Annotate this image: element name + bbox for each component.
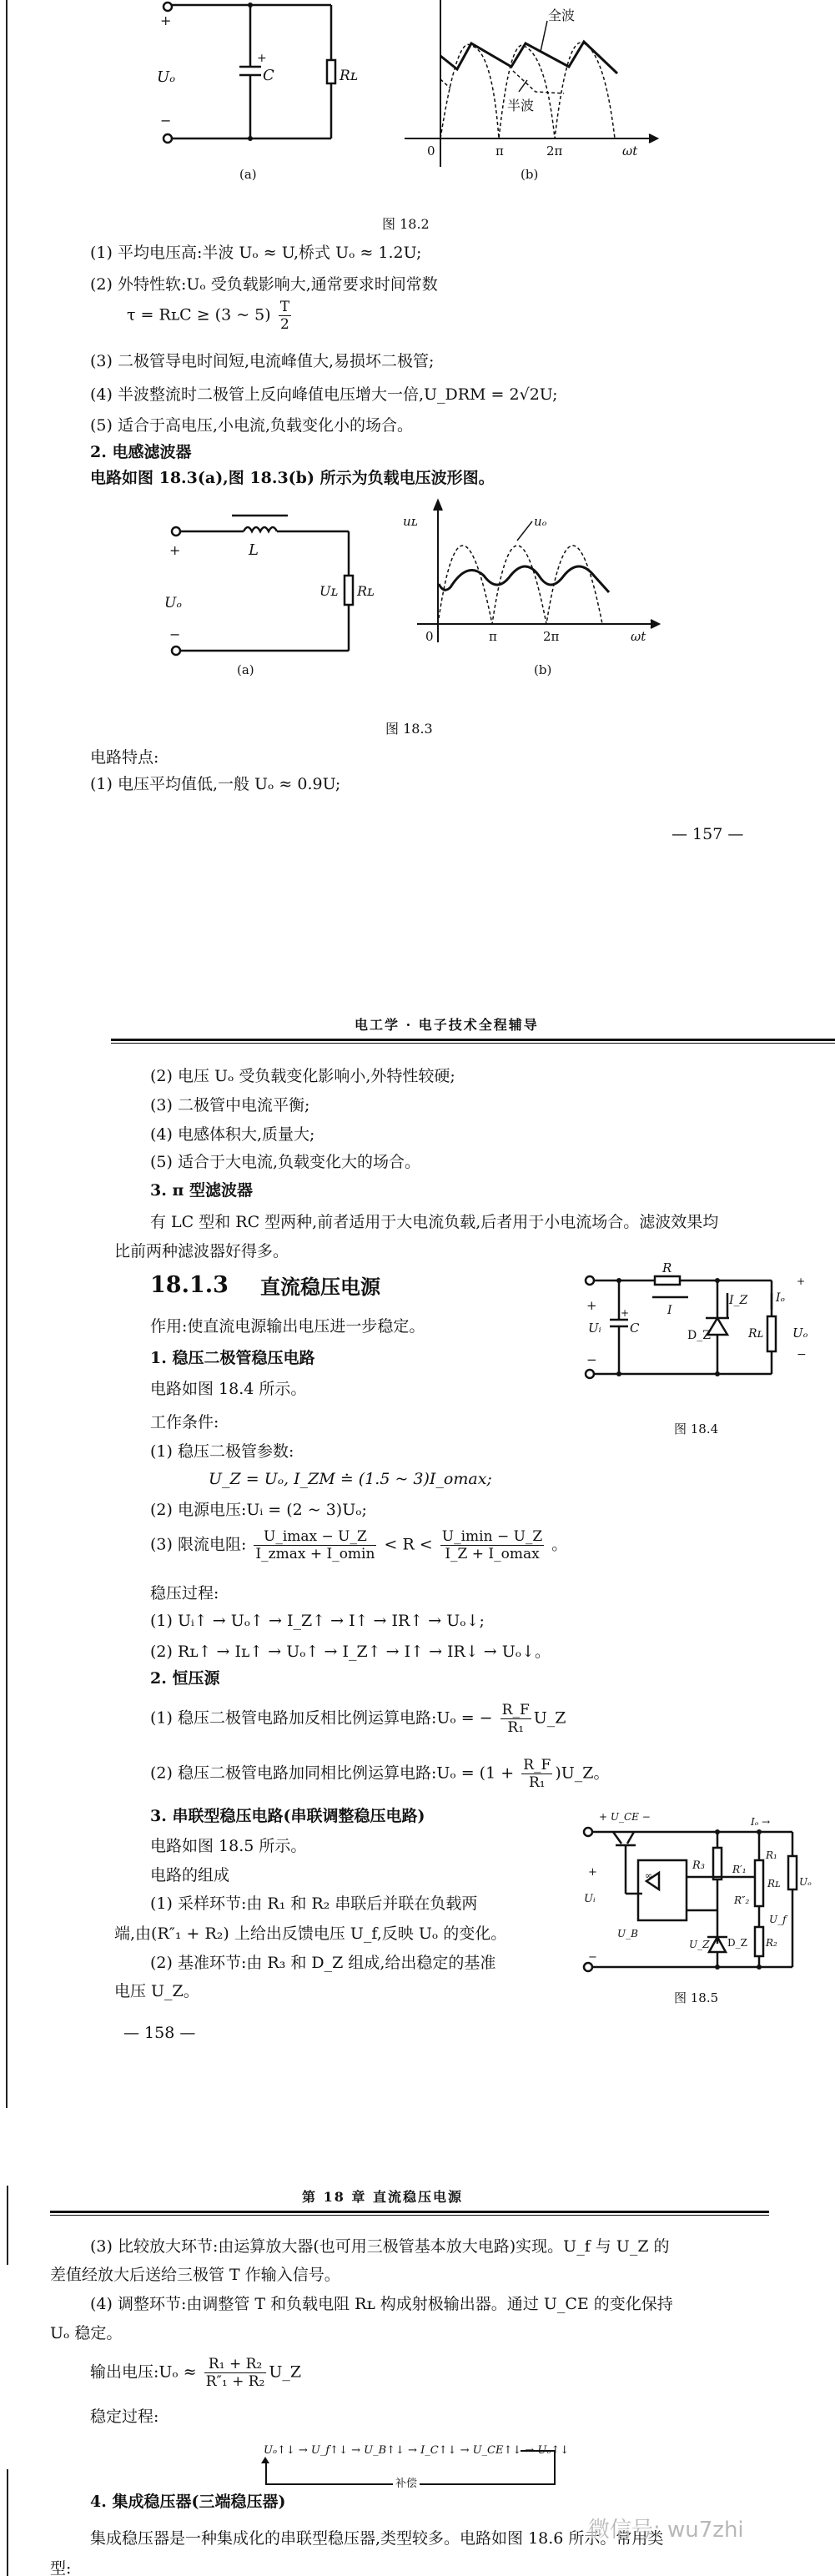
figure-caption-18-4: 图 18.4 xyxy=(674,1421,719,1436)
opamp-infinity-label: ∞ xyxy=(645,1870,653,1881)
plus-label: + xyxy=(169,542,181,558)
r2-label: R₂ xyxy=(766,1937,777,1949)
omega-t-axis-label: ωt xyxy=(631,629,646,644)
denominator: R₁ xyxy=(528,1774,546,1791)
running-header: 电工学 · 电子技术全程辅导 xyxy=(355,1017,539,1033)
section-title: 直流稳压电源 xyxy=(260,1275,380,1299)
omega-t-axis-label: ωt xyxy=(622,143,638,158)
formula-label: (3) 限流电阻: xyxy=(150,1535,247,1554)
formula: U_Z = Uₒ, I_ZM ≐ (1.5 ~ 3)I_omax; xyxy=(209,1470,492,1488)
current-i-label: I xyxy=(667,1304,672,1317)
zener-label: D_Z xyxy=(687,1329,711,1342)
origin-label: 0 xyxy=(427,143,435,158)
pi-tick-label: π xyxy=(495,143,504,158)
uo-label: Uₒ xyxy=(799,1876,812,1888)
uce-label: + U_CE − xyxy=(599,1811,651,1823)
denominator: R″₁ + R₂ xyxy=(205,2373,265,2390)
text-line: (2) 电源电压:Uᵢ = (2 ~ 3)Uₒ; xyxy=(150,1501,367,1519)
formula-label: 输出电压:Uₒ ≈ xyxy=(90,2362,197,2382)
text-line: 有 LC 型和 RC 型两种,前者适用于大电流负载,后者用于小电流场合。滤波效果均 xyxy=(150,1213,719,1231)
load-resistor-label: Rʟ xyxy=(767,1878,781,1889)
text-line: 型: xyxy=(50,2559,72,2576)
page-number: — 158 — xyxy=(123,2024,196,2042)
section-number: 18.1.3 xyxy=(150,1272,229,1298)
two-pi-tick-label: 2π xyxy=(543,629,560,644)
plus-label: + xyxy=(160,13,172,28)
formula-text: < R < xyxy=(384,1535,433,1554)
r-label: R xyxy=(662,1260,672,1275)
uo-label: Uₒ xyxy=(792,1326,808,1341)
page-border-line xyxy=(7,2469,8,2576)
text-line: 电路如图 18.5 所示。 xyxy=(150,1837,307,1855)
text-line: (3) 比较放大环节:由运算放大器(也可用三极管基本放大电路)实现。U_f 与 U_Z 的 xyxy=(90,2237,670,2256)
text-line: 电路特点: xyxy=(90,748,159,767)
text-line: 工作条件: xyxy=(150,1413,219,1431)
capacitor-label: C xyxy=(630,1321,640,1336)
loop-line xyxy=(521,2450,556,2452)
uz-label: U_Z xyxy=(689,1939,710,1950)
loop-line xyxy=(554,2450,556,2483)
text-line: (5) 适合于大电流,负载变化大的场合。 xyxy=(150,1153,420,1171)
text-line: (5) 适合于高电压,小电流,负载变化小的场合。 xyxy=(90,416,414,435)
compensation-label: 补偿 xyxy=(393,2475,420,2493)
figure-caption-18-2: 图 18.2 xyxy=(382,216,430,232)
text-line: 稳定过程: xyxy=(90,2407,159,2426)
text-line: (3) 二极管导电时间短,电流峰值大,易损坏二极管; xyxy=(90,352,435,370)
watermark: 微信号: wu7zhi xyxy=(588,2518,744,2543)
loop-line xyxy=(265,2460,267,2483)
minus-label: − xyxy=(588,1951,597,1964)
uo-curve-label: uₒ xyxy=(534,514,547,529)
subsection-heading: 4. 集成稳压器(三端稳压器) xyxy=(90,2493,286,2511)
ui-label: Uᵢ xyxy=(588,1321,601,1336)
output-voltage-formula xyxy=(90,2356,301,2390)
formula-lhs: τ = RʟC ≥ (3 ~ 5) xyxy=(127,305,271,325)
text-line: (4) 半波整流时二极管上反向峰值电压增大一倍,U_DRM = 2√2U; xyxy=(90,385,558,404)
r1-prime-label: R′₁ xyxy=(732,1864,747,1875)
uo-label: Uₒ xyxy=(157,68,176,86)
full-wave-label: 全波 xyxy=(548,8,576,23)
text-line: (1) Uᵢ↑ → Uₒ↑ → I_Z↑ → I↑ → IR↑ → Uₒ↓; xyxy=(150,1612,485,1630)
formula-label: (2) 稳压二极管电路加同相比例运算电路:Uₒ = (1 + xyxy=(150,1763,515,1783)
half-wave-label: 半波 xyxy=(507,98,535,113)
formula-text: U_Z xyxy=(533,1708,566,1728)
fraction xyxy=(204,2356,267,2390)
text-line: 比前两种滤波器好得多。 xyxy=(114,1242,289,1260)
load-resistor-label: Rʟ xyxy=(357,583,375,599)
denominator: I_zmax + I_omin xyxy=(255,1546,375,1562)
text-line: 端,由(R″₁ + R₂) 上给出反馈电压 U_f,反映 Uₒ 的变化。 xyxy=(114,1924,507,1943)
io-label: Iₒ xyxy=(776,1291,785,1305)
running-header: 第 18 章 直流稳压电源 xyxy=(302,2189,463,2205)
text-line: 电路如图 18.4 所示。 xyxy=(150,1380,307,1398)
uf-label: U_f xyxy=(769,1914,787,1925)
text-line: (2) 基准环节:由 R₃ 和 D_Z 组成,给出稳定的基准 xyxy=(150,1954,496,1972)
r3-label: R₃ xyxy=(692,1859,705,1872)
text-line: 差值经放大后送给三极管 T 作输入信号。 xyxy=(50,2266,340,2284)
section-heading: 2. 电感滤波器 xyxy=(90,443,192,461)
text-line: (1) 平均电压高:半波 Uₒ ≈ U,桥式 Uₒ ≈ 1.2U; xyxy=(90,244,422,262)
minus-label: − xyxy=(586,1352,597,1367)
load-resistor-label: Rʟ xyxy=(748,1327,764,1341)
capacitor-plus-label: + xyxy=(257,52,267,65)
iz-label: I_Z xyxy=(729,1294,748,1307)
capacitor-plus-label: + xyxy=(621,1307,630,1319)
io-label: Iₒ → xyxy=(751,1816,771,1828)
pi-tick-label: π xyxy=(489,629,497,644)
section-heading: 3. π 型滤波器 xyxy=(150,1181,253,1200)
subsection-heading: 1. 稳压二极管稳压电路 xyxy=(150,1349,315,1367)
subsection-heading: 3. 串联型稳压电路(串联调整稳压电路) xyxy=(150,1807,425,1825)
ui-label: Uᵢ xyxy=(584,1893,596,1905)
two-pi-tick-label: 2π xyxy=(546,143,563,158)
text-line: (4) 调整环节:由调整管 T 和负载电阻 Rʟ 构成射极输出器。通过 U_CE 的变化保持 xyxy=(90,2295,673,2313)
output-minus-label: − xyxy=(797,1348,807,1361)
formula-text: 。 xyxy=(551,1535,568,1554)
subsection-heading: 2. 恒压源 xyxy=(150,1669,220,1688)
load-resistor-label: Rʟ xyxy=(340,68,359,84)
plus-label: + xyxy=(586,1298,597,1313)
text-line: (3) 二极管中电流平衡; xyxy=(150,1096,310,1114)
text-line: 作用:使直流电源输出电压进一步稳定。 xyxy=(150,1317,425,1336)
text-line: (4) 电感体积大,质量大; xyxy=(150,1125,315,1144)
ub-label: U_B xyxy=(617,1928,638,1940)
text-line: Uₒ 稳定。 xyxy=(50,2324,123,2342)
page-border-line xyxy=(7,2186,8,2265)
caption-b: (b) xyxy=(534,662,552,677)
stabilization-loop-diagram xyxy=(264,2440,570,2500)
text-line: (1) 采样环节:由 R₁ 和 R₂ 串联后并联在负载两 xyxy=(150,1894,478,1913)
r1-label: R₁ xyxy=(766,1849,777,1861)
formula-text: U_Z xyxy=(269,2362,302,2382)
stabilization-chain: Uₒ↑↓ → U_f↑↓ → U_B↑↓ → I_C↑↓ → U_CE↑↓ → Uₒ↑↓ xyxy=(264,2444,570,2457)
numerator: U_imin − U_Z xyxy=(441,1528,543,1545)
output-plus-label: + xyxy=(797,1275,806,1287)
numerator: T xyxy=(279,299,290,315)
text-line: (1) 电压平均值低,一般 Uₒ ≈ 0.9U; xyxy=(90,775,341,793)
denominator: R₁ xyxy=(507,1719,525,1736)
inductor-label: L xyxy=(249,541,259,559)
header-rule xyxy=(50,2211,769,2216)
plus-label: + xyxy=(588,1866,597,1879)
numerator: U_imax − U_Z xyxy=(254,1528,376,1546)
minus-label: − xyxy=(160,113,172,128)
caption-a: (a) xyxy=(237,662,254,677)
r2-double-prime-label: R″₂ xyxy=(734,1894,750,1906)
capacitor-label: C xyxy=(263,67,274,84)
text-line: (2) 外特性软:Uₒ 受负载影响大,通常要求时间常数 xyxy=(90,275,438,294)
numerator: R_F xyxy=(523,1757,551,1774)
text-line: 电路如图 18.3(a),图 18.3(b) 所示为负载电压波形图。 xyxy=(90,469,495,487)
text-line: (1) 稳压二极管参数: xyxy=(150,1442,294,1461)
text-line: 电压 U_Z。 xyxy=(114,1982,199,2000)
origin-label: 0 xyxy=(425,629,434,644)
page-number: — 157 — xyxy=(672,825,744,843)
figure-caption-18-5: 图 18.5 xyxy=(674,1990,719,2005)
formula-text: )U_Z。 xyxy=(555,1763,610,1783)
numerator: R_F xyxy=(501,1702,530,1718)
ul-label: Uʟ xyxy=(319,583,339,599)
minus-label: − xyxy=(169,626,181,642)
zener-label: D_Z xyxy=(727,1937,747,1949)
text-line: 稳压过程: xyxy=(150,1584,219,1602)
caption-a: (a) xyxy=(239,167,257,182)
ul-axis-label: uʟ xyxy=(403,514,418,529)
text-line: (2) 电压 Uₒ 受负载变化影响小,外特性较硬; xyxy=(150,1067,455,1085)
text-line: (2) Rʟ↑ → Iʟ↑ → Uₒ↑ → I_Z↑ → I↑ → IR↓ → Uₒ↓。 xyxy=(150,1643,551,1661)
arrow-up-icon xyxy=(261,2457,269,2463)
text-line: 集成稳压器是一种集成化的串联型稳压器,类型较多。电路如图 18.6 所示。常用类 xyxy=(90,2529,664,2548)
text-line: 电路的组成 xyxy=(150,1866,230,1884)
formula-label: (1) 稳压二极管电路加反相比例运算电路:Uₒ = − xyxy=(150,1708,493,1728)
caption-b: (b) xyxy=(521,167,539,182)
denominator: 2 xyxy=(279,316,289,333)
figure-caption-18-3: 图 18.3 xyxy=(385,721,433,737)
denominator: I_Z + I_omax xyxy=(445,1546,540,1562)
numerator: R₁ + R₂ xyxy=(204,2356,267,2373)
uo-label: Uₒ xyxy=(164,595,182,611)
